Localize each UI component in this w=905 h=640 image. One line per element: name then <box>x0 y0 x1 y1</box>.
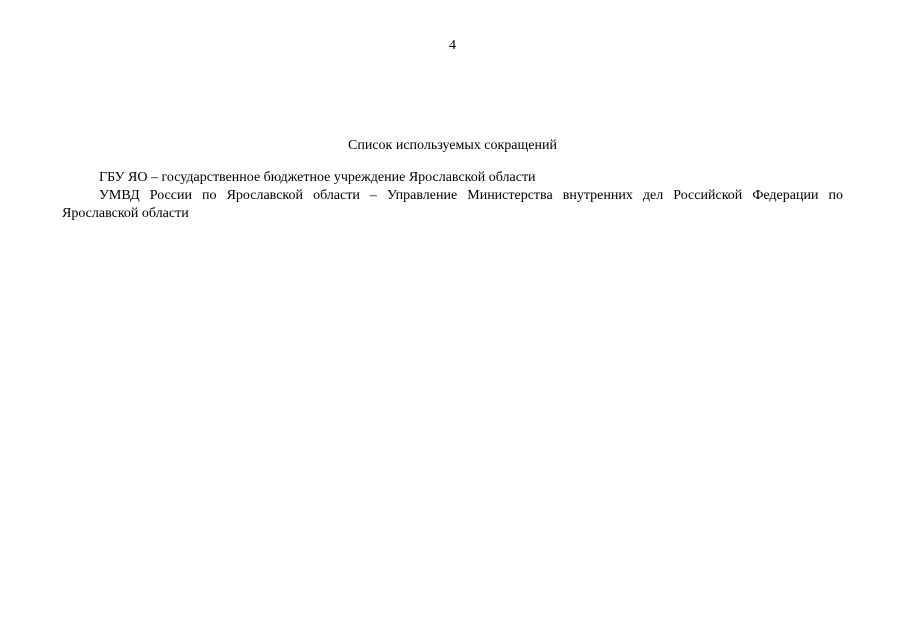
abbreviation-list <box>62 169 843 223</box>
section-title: Список используемых сокращений <box>348 138 557 153</box>
abbreviation-item-umvd: УМВД России по Ярославской области – Управление Министерства внутренних дел Российской Федерации по Ярославской области <box>62 188 843 221</box>
page-number: 4 <box>449 38 456 53</box>
abbreviation-item-gbu-yao: ГБУ ЯО – государственное бюджетное учреждение Ярославской области <box>99 170 536 185</box>
